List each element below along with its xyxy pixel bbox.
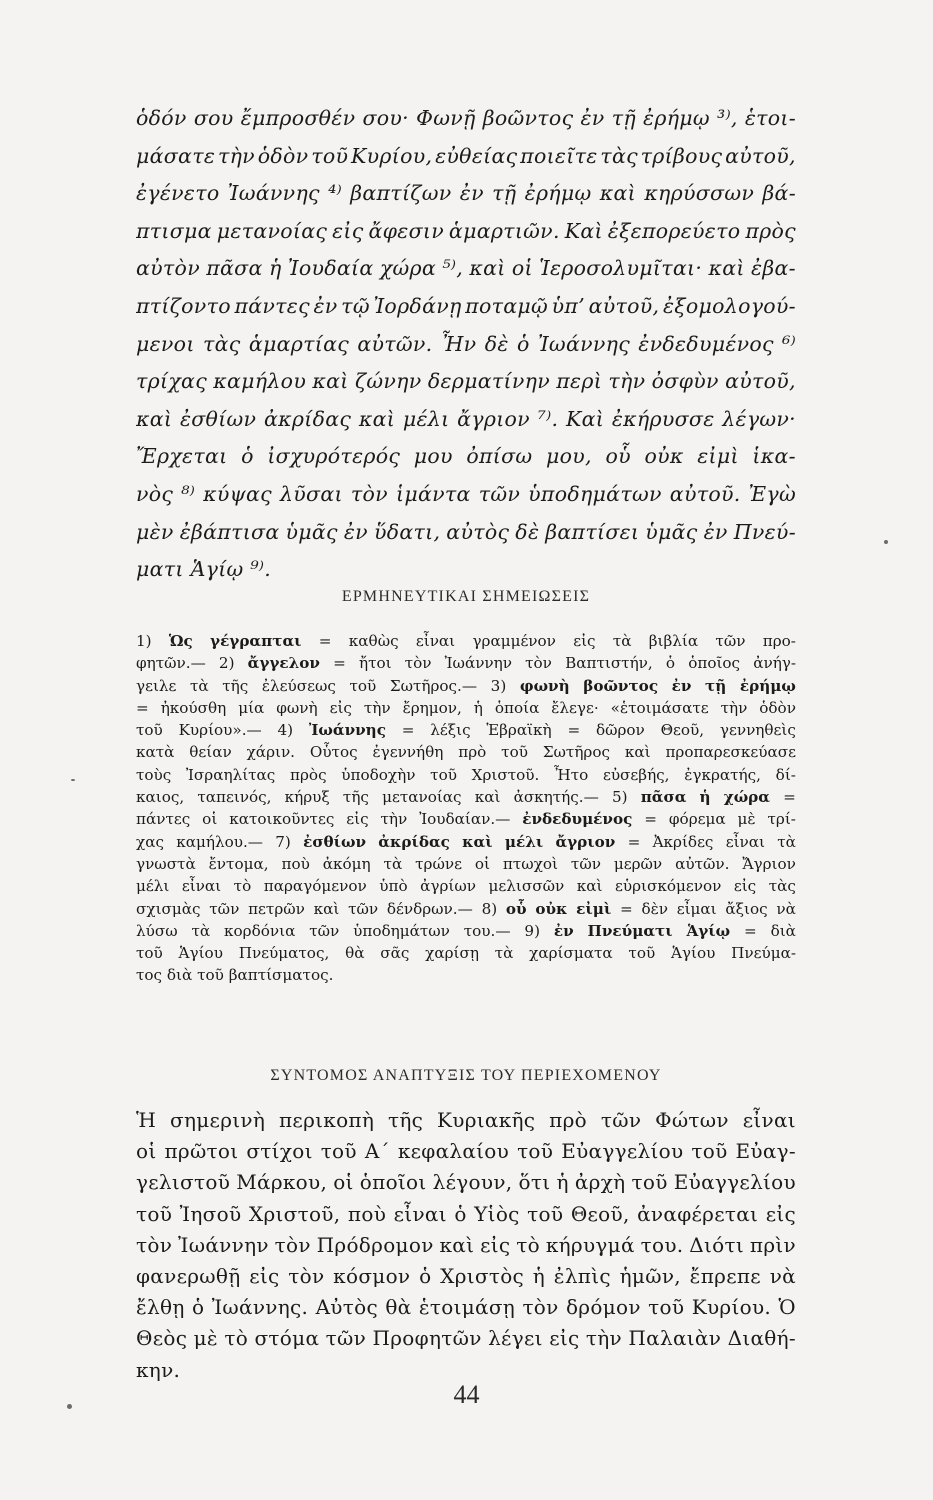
scripture-line: ἐγένετο Ἰωάννης ⁴⁾ βαπτίζων ἐν τῇ ἐρήμῳ καὶ κηρύσσων βά- — [136, 181, 796, 206]
summary-heading: ΣΥΝΤΟΜΟΣ ΑΝΑΠΤΥΞΙΣ ΤΟΥ ΠΕΡΙΕΧΟΜΕΝΟΥ — [270, 1067, 662, 1084]
scripture-line: μενοι τὰς ἁμαρτίας αὐτῶν. Ἦν δὲ ὁ Ἰωάννης ἐνδεδυμένος ⁶⁾ — [136, 331, 796, 356]
scripture-line: νὸς ⁸⁾ κύψας λῦσαι τὸν ἱμάντα τῶν ὑποδημάτων αὐτοῦ. Ἐγὼ — [136, 481, 796, 506]
note-line: τοῦ Κυρίου».— 4) Ἰωάννης = λέξις Ἑβραϊκὴ = δῶρον Θεοῦ, γεννηθεὶς — [136, 721, 796, 740]
scripture-line: πτίζοντο πάντες ἐν τῷ Ἰορδάνῃ ποταμῷ ὑπ’ αὐτοῦ, ἐξομολογού- — [136, 293, 796, 318]
note-line: καιος, ταπεινός, κήρυξ τῆς μετανοίας καὶ ἀσκητής.— 5) πᾶσα ἡ χώρα = — [136, 788, 796, 807]
scripture-line: τρίχας καμήλου καὶ ζώνην δερματίνην περὶ τὴν ὀσφὺν αὐτοῦ, — [136, 369, 796, 394]
note-line: γειλε τὰ τῆς ἐλεύσεως τοῦ Σωτῆρος.— 3) φωνὴ βοῶντος ἐν τῇ ἐρήμῳ — [136, 676, 796, 695]
note-line: τοῦ Ἁγίου Πνεύματος, θὰ σᾶς χαρίσῃ τὰ χαρίσματα τοῦ Ἁγίου Πνεύμα- — [136, 944, 796, 963]
summary-line: τοῦ Ἰησοῦ Χριστοῦ, ποὺ εἶναι ὁ Υἱὸς τοῦ Θεοῦ, ἀναφέρεται εἰς — [136, 1201, 796, 1226]
note-line: σχισμὰς τῶν πετρῶν καὶ τῶν δένδρων.— 8) οὗ οὐκ εἰμὶ = δὲν εἶμαι ἄξιος νὰ — [136, 899, 796, 918]
note-line: λύσω τὰ κορδόνια τῶν ὑποδημάτων του.— 9) ἐν Πνεύματι Ἁγίῳ = διὰ — [136, 921, 796, 940]
scripture-line: Ἔρχεται ὁ ἰσχυρότερός μου ὀπίσω μου, οὗ οὐκ εἰμὶ ἱκα- — [136, 444, 796, 469]
summary-line: ἔλθῃ ὁ Ἰωάννης. Αὐτὸς θὰ ἑτοιμάσῃ τὸν δρόμον τοῦ Κυρίου. Ὁ — [136, 1295, 796, 1320]
summary-line: γελιστοῦ Μάρκου, οἱ ὁποῖοι λέγουν, ὅτι ἡ ἀρχὴ τοῦ Εὐαγγελίου — [136, 1170, 796, 1195]
note-line: 1) Ὡς γέγραπται = καθὼς εἶναι γραμμένον εἰς τὰ βιβλία τῶν προ- — [136, 632, 796, 650]
summary-line: τὸν Ἰωάννην τὸν Πρόδρομον καὶ εἰς τὸ κήρυγμά του. Διότι πρὶν — [136, 1232, 796, 1257]
summary-line: κην. — [136, 1357, 181, 1382]
explanatory-notes — [136, 630, 796, 987]
summary-line: οἱ πρῶτοι στίχοι τοῦ Α΄ κεφαλαίου τοῦ Εὐαγγελίου τοῦ Εὐαγ- — [136, 1139, 796, 1164]
note-line: μέλι εἶναι τὸ παραγόμενον ὑπὸ ἀγρίων μελισσῶν καὶ εὑρισκόμενον εἰς τὰς — [136, 877, 796, 896]
scripture-line: ὁδόν σου ἔμπροσθέν σου· Φωνῇ βοῶντος ἐν τῇ ἐρήμῳ ³⁾, ἑτοι- — [136, 106, 796, 130]
note-line: = ἠκούσθη μία φωνὴ εἰς τὴν ἔρημον, ἡ ὁποία ἔλεγε· «ἑτοιμάσατε τὴν ὁδὸν — [136, 698, 796, 717]
scripture-line: μάσατε τὴν ὁδὸν τοῦ Κυρίου, εὐθείας ποιεῖτε τὰς τρίβους αὐτοῦ, — [136, 143, 796, 168]
scripture-line: καὶ ἐσθίων ἀκρίδας καὶ μέλι ἄγριον ⁷⁾. Καὶ ἐκήρυσσε λέγων· — [136, 406, 796, 431]
note-line: φητῶν.— 2) ἄγγελον = ἤτοι τὸν Ἰωάννην τὸν Βαπτιστήν, ὁ ὁποῖος ἀνήγ- — [136, 654, 796, 673]
summary-line: Ἡ σημερινὴ περικοπὴ τῆς Κυριακῆς πρὸ τῶν Φώτων εἶναι — [136, 1108, 796, 1132]
note-line: χας καμήλου.— 7) ἐσθίων ἀκρίδας καὶ μέλι ἄγριον = Ἀκρίδες εἶναι τὰ — [136, 832, 796, 851]
ink-speck — [884, 540, 888, 544]
note-line: πάντες οἱ κατοικοῦντες εἰς τὴν Ἰουδαίαν.— ἐνδεδυμένος = φόρεμα μὲ τρί- — [136, 810, 796, 829]
scripture-line: πτισμα μετανοίας εἰς ἄφεσιν ἁμαρτιῶν. Καὶ ἐξεπορεύετο πρὸς — [136, 218, 796, 243]
notes-heading: ΕΡΜΗΝΕΥΤΙΚΑΙ ΣΗΜΕΙΩΣΕΙΣ — [341, 588, 591, 605]
note-line: τος διὰ τοῦ βαπτίσματος. — [136, 966, 334, 985]
scripture-line: ματι Ἁγίῳ ⁹⁾. — [136, 557, 272, 582]
summary-line: Θεὸς μὲ τὸ στόμα τῶν Προφητῶν λέγει εἰς τὴν Παλαιὰν Διαθή- — [136, 1326, 796, 1351]
ink-speck — [67, 1404, 72, 1409]
summary-line: φανερωθῇ εἰς τὸν κόσμον ὁ Χριστὸς ἡ ἐλπὶς ἡμῶν, ἔπρεπε νὰ — [136, 1263, 796, 1288]
note-line: κατὰ θείαν χάριν. Οὗτος ἐγεννήθη πρὸ τοῦ Σωτῆρος καὶ προπαρεσκεύασε — [136, 743, 796, 762]
note-line: γνωστὰ ἔντομα, ποὺ ἀκόμη τὰ τρώνε οἱ πτωχοὶ τῶν μερῶν αὐτῶν. Ἄγριον — [136, 854, 796, 873]
note-line: τοὺς Ἰσραηλίτας πρὸς ὑποδοχὴν τοῦ Χριστοῦ. Ἦτο εὐσεβής, ἐγκρατής, δί- — [136, 765, 796, 784]
scripture-line: αὐτὸν πᾶσα ἡ Ἰουδαία χώρα ⁵⁾, καὶ οἱ Ἱεροσολυμῖται· καὶ ἐβα- — [136, 256, 796, 281]
page-number: 44 — [453, 1380, 480, 1409]
ink-speck — [71, 779, 75, 781]
scripture-line: μὲν ἐβάπτισα ὑμᾶς ἐν ὕδατι, αὐτὸς δὲ βαπτίσει ὑμᾶς ἐν Πνεύ- — [136, 519, 796, 544]
scripture-passage — [136, 100, 796, 589]
summary-text — [136, 1105, 796, 1386]
